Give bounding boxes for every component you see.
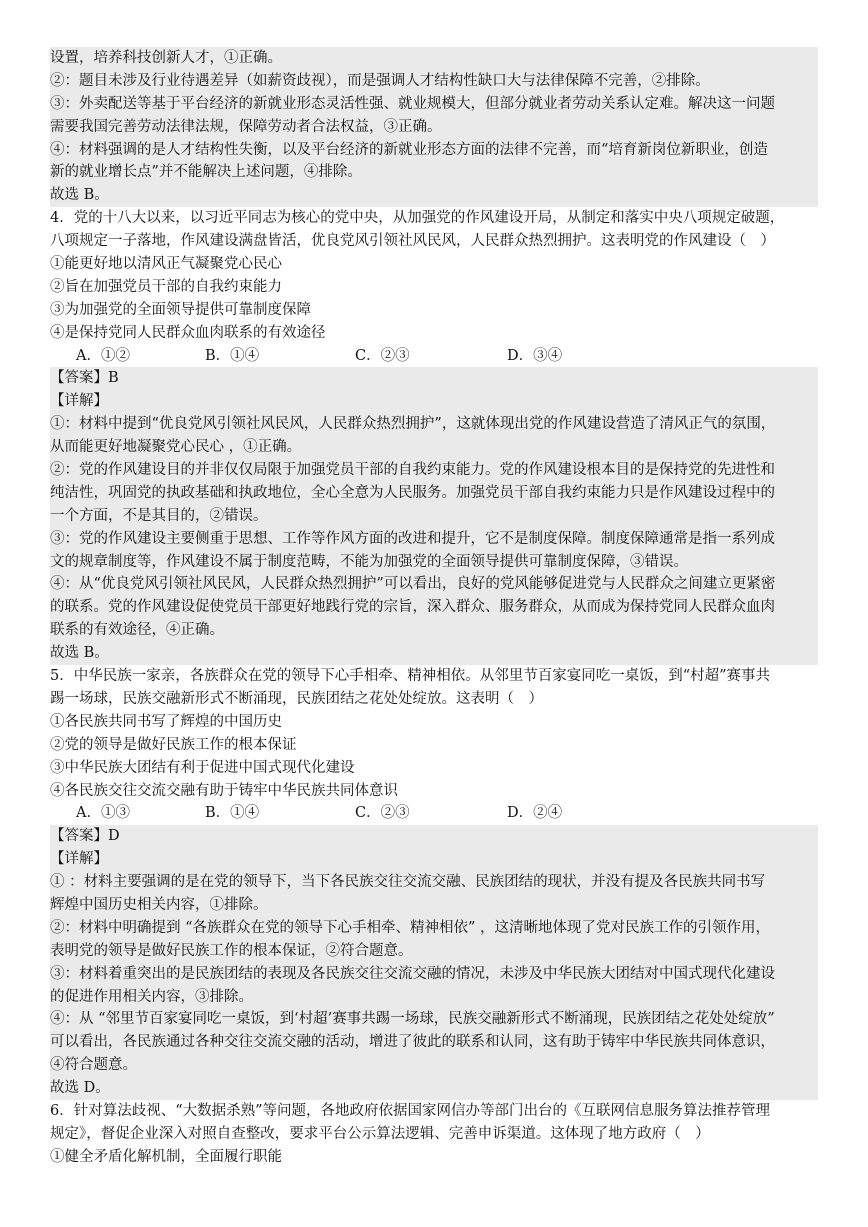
conclusion-line: 故选 B。 bbox=[50, 187, 109, 204]
explanation-line: 可以看出，各民族通过各种交往交流交融的活动，增进了彼此的联系和认同，这有助于铸牢中华民族共同体意识， bbox=[50, 1034, 775, 1051]
explanation-line: 的促进作用相关内容，③排除。 bbox=[50, 988, 253, 1005]
statement-item: ④各民族交往交流交融有助于铸牢中华民族共同体意识 bbox=[50, 782, 398, 799]
statement-item: ②旨在加强党员干部的自我约束能力 bbox=[50, 278, 282, 295]
question-stem-line: 规定》，督促企业深入对照自查整改，要求平台公示算法逻辑、完善申诉渠道。这体现了地方政府（ ） bbox=[50, 1125, 710, 1142]
option-c: C．②③ bbox=[355, 347, 410, 364]
question-stem-line: 4．党的十八大以来，以习近平同志为核心的党中央，从加强党的作风建设开局，从制定和落实中央八项规定破题， bbox=[50, 210, 785, 227]
answer-label: 【答案】B bbox=[50, 370, 119, 387]
explanation-line: 的联系。党的作风建设促使党员干部更好地践行党的宗旨，深入群众、服务群众，从而成为保持党同人民群众血肉 bbox=[50, 599, 775, 616]
explanation-line: 需要我国完善劳动法律法规，保障劳动者合法权益，③正确。 bbox=[50, 118, 442, 135]
explanation-line: 表明党的领导是做好民族工作的根本保证，②符合题意。 bbox=[50, 942, 413, 959]
explanation-line: 新的就业增长点”并不能解决上述问题，④排除。 bbox=[50, 164, 362, 181]
explanation-line: ①：材料中提到“优良党风引领社风民风，人民群众热烈拥护”，这就体现出党的作风建设营造了清风正气的氛围， bbox=[50, 416, 776, 433]
statement-item: ③为加强党的全面领导提供可靠制度保障 bbox=[50, 301, 311, 318]
explanation-line: ④：从 “邻里节百家宴同吃一桌饭，到‘村超’赛事共踢一场球，民族交融新形式不断涌现，民族团结之花处处绽放” bbox=[50, 1011, 775, 1028]
explanation-line: 纯洁性，巩固党的执政基础和执政地位，全心全意为人民服务。加强党员干部自我约束能力只是作风建设过程中的 bbox=[50, 484, 775, 501]
answer-label: 【答案】D bbox=[50, 828, 120, 845]
question-stem-line: 5．中华民族一家亲，各族群众在党的领导下心手相牵、精神相依。从邻里节百家宴同吃一桌饭，到“村超”赛事共 bbox=[50, 668, 771, 685]
q3-explanation-block bbox=[50, 47, 818, 207]
question-5 bbox=[50, 665, 818, 825]
detail-label: 【详解】 bbox=[50, 851, 108, 868]
option-c: C．②③ bbox=[355, 805, 410, 822]
option-d: D．③④ bbox=[507, 347, 563, 364]
question-stem-line: 八项规定一子落地，作风建设满盘皆活，优良党风引领社风民风，人民群众热烈拥护。这表明党的作风建设（ ） bbox=[50, 233, 775, 250]
option-b: B．①④ bbox=[205, 805, 260, 822]
explanation-line: ④：材料强调的是人才结构性失衡，以及平台经济的新就业形态方面的法律不完善，而“培育新岗位新职业，创造 bbox=[50, 141, 768, 158]
explanation-line: ① ：材料主要强调的是在党的领导下，当下各民族交往交流交融、民族团结的现状，并没有提及各民族共同书写 bbox=[50, 874, 766, 891]
statement-item: ③中华民族大团结有利于促进中国式现代化建设 bbox=[50, 759, 355, 776]
answer-options bbox=[50, 345, 818, 368]
answer-options bbox=[50, 802, 818, 825]
question-4 bbox=[50, 207, 818, 367]
explanation-line: 文的规章制度等，作风建设不属于制度范畴，不能为加强党的全面领导提供可靠制度保障，③错误。 bbox=[50, 553, 688, 570]
explanation-line: ②：材料中明确提到 “各族群众在党的领导下心手相牵、精神相依” ，这清晰地体现了党对民族工作的引领作用， bbox=[50, 919, 771, 936]
option-d: D．②④ bbox=[507, 805, 563, 822]
q5-answer-block bbox=[50, 825, 818, 1100]
option-b: B．①④ bbox=[205, 347, 260, 364]
explanation-line: ②：党的作风建设目的并非仅仅局限于加强党员干部的自我约束能力。党的作风建设根本目的是保持党的先进性和 bbox=[50, 462, 775, 479]
statement-item: ②党的领导是做好民族工作的根本保证 bbox=[50, 736, 297, 753]
explanation-line: 一个方面，不是其目的，②错误。 bbox=[50, 507, 268, 524]
explanation-line: 联系的有效途径，④正确。 bbox=[50, 622, 224, 639]
explanation-line: ③：材料着重突出的是民族团结的表现及各民族交往交流交融的情况，未涉及中华民族大团结对中国式现代化建设 bbox=[50, 965, 775, 982]
explanation-line: ④符合题意。 bbox=[50, 1057, 137, 1074]
statement-item: ①健全矛盾化解机制，全面履行职能 bbox=[50, 1148, 282, 1165]
statement-item: ④是保持党同人民群众血肉联系的有效途径 bbox=[50, 324, 326, 341]
option-a: A．①③ bbox=[76, 805, 130, 822]
statement-item: ①能更好地以清风正气凝聚党心民心 bbox=[50, 256, 282, 273]
q4-answer-block bbox=[50, 367, 818, 665]
explanation-line: ③：外卖配送等基于平台经济的新就业形态灵活性强、就业规模大，但部分就业者劳动关系认定难。解决这一问题 bbox=[50, 95, 775, 112]
statement-item: ①各民族共同书写了辉煌的中国历史 bbox=[50, 713, 282, 730]
option-a: A．①② bbox=[76, 347, 130, 364]
question-stem-line: 6．针对算法歧视、“大数据杀熟”等问题，各地政府依据国家网信办等部门出台的《互联网信息服务算法推荐管理 bbox=[50, 1102, 771, 1119]
detail-label: 【详解】 bbox=[50, 393, 108, 410]
explanation-line: ③：党的作风建设主要侧重于思想、工作等作风方面的改进和提升，它不是制度保障。制度保障通常是指一系列成 bbox=[50, 530, 775, 547]
explanation-line: ②：题目未涉及行业待遇差异（如薪资歧视），而是强调人才结构性缺口大与法律保障不完善，②排除。 bbox=[50, 72, 710, 89]
explanation-line: ④：从“优良党风引领社风民风，人民群众热烈拥护”可以看出，良好的党风能够促进党与人民群众之间建立更紧密 bbox=[50, 576, 776, 593]
conclusion-line: 故选 B。 bbox=[50, 645, 109, 662]
explanation-line: 辉煌中国历史相关内容，①排除。 bbox=[50, 896, 268, 913]
document-page bbox=[50, 47, 818, 1169]
question-stem-line: 踢一场球，民族交融新形式不断涌现，民族团结之花处处绽放。这表明（ ） bbox=[50, 690, 543, 707]
conclusion-line: 故选 D。 bbox=[50, 1080, 110, 1097]
explanation-line: 从而能更好地凝聚党心民心 ，①正确。 bbox=[50, 439, 302, 456]
question-6 bbox=[50, 1100, 818, 1169]
explanation-line: 设置，培养科技创新人才，①正确。 bbox=[50, 50, 282, 66]
